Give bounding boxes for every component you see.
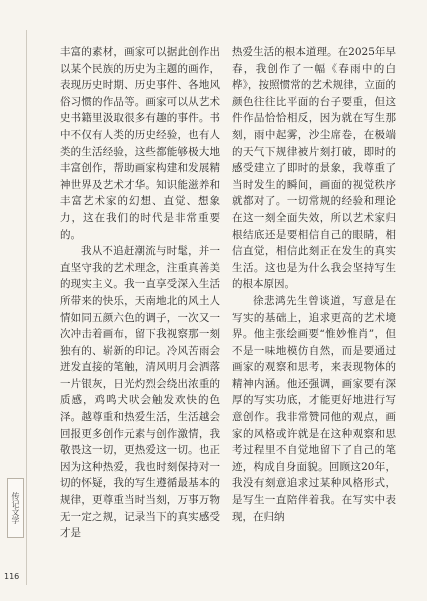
journal-badge <box>7 478 24 538</box>
right-text-column <box>232 44 396 525</box>
sidebar-rule <box>26 30 27 585</box>
journal-badge-text: 传记文学 <box>11 492 20 524</box>
page-sidebar <box>0 0 40 601</box>
left-text-column <box>60 44 220 542</box>
paragraph: 热爱生活的根本道理。在2025年早春，我创作了一幅《春雨中的白桦》，按照惯常的艺术规律，立面的颜色往往比平面的台子要重，但这件作品恰恰相反，因为就在写生那刻，雨中起雾，沙尘席卷，在极端的天气下规律被片刻打破，即时的感受建立了即时的景象，我尊重了当时发生的瞬间，画面的视觉秩序就都对了。一切常规的经验和理论在这一刻全面失效，所以艺术家归根结底还是要相信自己的眼睛，相信直觉，相信此刻正在发生的真实生活。这也是为什么我会坚持写生的根本原因。 <box>232 46 396 291</box>
paragraph: 我从不追赶潮流与时髦，并一直坚守我的艺术理念，注重真善美的现实主义。我一直享受深入生活所带来的快乐，天南地北的风土人情如同五颜六色的调子，一次又一次冲击着画布，留下我视察那一刻独有的、崭新的印记。冷风苦雨会迸发直接的笔触，清风明月会洒落一片银灰，日光灼烈会绕出浓重的质感，鸡鸣犬吠会触发欢快的色泽。越尊重和热爱生活，生活越会回报更多创作元素与创作激情，我敬畏这一切，更热爱这一切。也正因为这种热爱，我也时刻保持对一切的怀疑，我的写生遵循最基本的规律，更尊重当时当刻，万事万物无一定之规，记录当下的真实感受才是 <box>60 245 220 540</box>
paragraph: 徐悲鸿先生曾谈道，写意是在写实的基础上，追求更高的艺术境界。他主张绘画要“惟妙惟肖”，但不是一味地模仿自然，而是要通过画家的观察和思考，来表现物体的精神内涵。他还强调，画家要有深厚的写实功底，才能更好地进行写意创作。我非常赞同他的观点，画家的风格或许就是在这种观察和思考过程里不自觉地留下了自己的笔迹，构成自身面貌。回顾这20年，我没有刻意追求过某种风格形式，是写生一直陪伴着我。在写实中表现，在归纳 <box>232 294 396 523</box>
paragraph: 丰富的素材，画家可以据此创作出以某个民族的历史为主题的画作，表现历史时期、历史事件、各地风俗习惯的作品等。画家可以从艺术史书籍里汲取很多有趣的事件。书中不仅有人类的历史经验，也有人类的生活经验，这些都能够极大地丰富创作，帮助画家构建和发展精神世界及艺术才华。知识能滋养和丰富艺术家的幻想、直觉、想象力，这在我们的时代是非常重要的。 <box>60 46 220 241</box>
page-number: 116 <box>4 572 20 581</box>
